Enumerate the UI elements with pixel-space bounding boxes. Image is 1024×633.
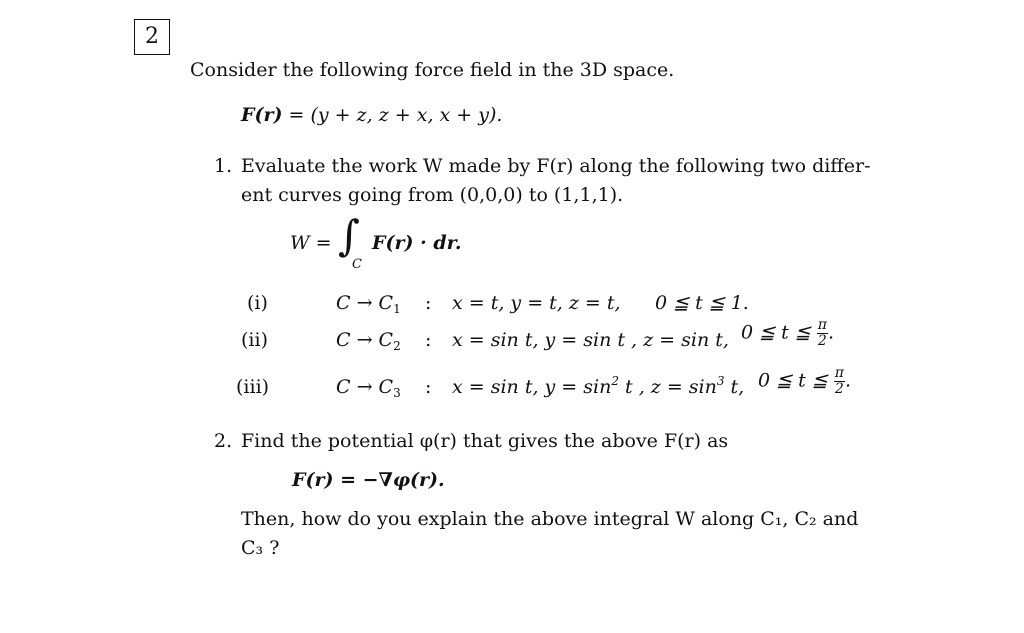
curve-3-param-sup1: 2: [611, 374, 619, 388]
integral-symbol: ∫: [338, 211, 360, 260]
curve-2-param: x = sin t, y = sin t , z = sin t,: [452, 329, 729, 351]
curve-1-path-text: C → C: [336, 292, 394, 314]
curve-2-range-lhs: 0 ≦ t ≦: [741, 321, 811, 344]
curve-2-colon: :: [425, 329, 432, 351]
part1-line1: Evaluate the work W made by F(r) along the following two differ-: [241, 155, 871, 177]
work-lhs: W =: [290, 232, 332, 254]
integral-subscript: C: [352, 257, 362, 272]
curve-3-param-sup2: 3: [716, 374, 725, 388]
field-F: F: [241, 104, 255, 126]
curve-1-param: x = t, y = t, z = t,: [452, 292, 621, 314]
part2-line3: Then, how do you explain the above integral W along C₁, C₂ and: [241, 508, 859, 530]
curve-2-range-fraction: [817, 318, 828, 349]
field-r: (r): [254, 104, 283, 126]
part2-line1: Find the potential φ(r) that gives the above F(r) as: [241, 430, 729, 452]
curve-1-path: [336, 292, 401, 314]
curve-2-range-num: π: [817, 317, 827, 333]
curve-1-colon: :: [425, 292, 432, 314]
part1-line2: ent curves going from (0,0,0) to (1,1,1).: [241, 184, 624, 206]
curve-1-label: (i): [247, 292, 268, 314]
curve-3-path-sub: 3: [393, 386, 401, 400]
curve-3-range: [758, 366, 851, 397]
curve-1-path-sub: 1: [393, 302, 401, 316]
curve-3-label: (iii): [236, 376, 270, 398]
curve-2-range: [741, 318, 834, 349]
curve-3-param-c: t,: [724, 376, 745, 398]
part2-equation: F(r) = −∇φ(r).: [292, 469, 445, 491]
part1-number: 1.: [214, 155, 233, 177]
curve-2-path: [336, 329, 401, 351]
work-rhs: F(r) · dr.: [372, 232, 462, 254]
curve-3-range-lhs: 0 ≦ t ≦: [758, 369, 828, 392]
curve-2-range-end: .: [827, 321, 834, 344]
curve-2-label: (ii): [241, 329, 268, 351]
curve-3-colon: :: [425, 376, 432, 398]
curve-3-param-b: t , z = sin: [618, 376, 717, 398]
curve-3-param-a: x = sin t, y = sin: [452, 376, 612, 398]
curve-3-range-den: 2: [834, 381, 844, 397]
curve-2-path-sub: 2: [393, 339, 401, 353]
curve-3-range-end: .: [844, 369, 851, 392]
problem-number: 2: [145, 24, 159, 49]
part2-number: 2.: [214, 430, 233, 452]
intro-text: Consider the following force field in the 3D space.: [190, 59, 675, 81]
part2-line4: C₃ ?: [241, 537, 280, 559]
curve-3-path-text: C → C: [336, 376, 394, 398]
field-equation: [241, 104, 502, 126]
curve-3-range-num: π: [834, 365, 844, 381]
curve-3-path: [336, 376, 401, 398]
curve-2-path-text: C → C: [336, 329, 394, 351]
field-rhs: = (y + z, z + x, x + y).: [282, 104, 503, 126]
curve-1-range: 0 ≦ t ≦ 1.: [655, 292, 749, 314]
curve-3-range-fraction: [834, 366, 845, 397]
problem-number-box: [134, 19, 170, 55]
curve-2-range-den: 2: [817, 333, 827, 349]
curve-3-param: [452, 376, 744, 398]
